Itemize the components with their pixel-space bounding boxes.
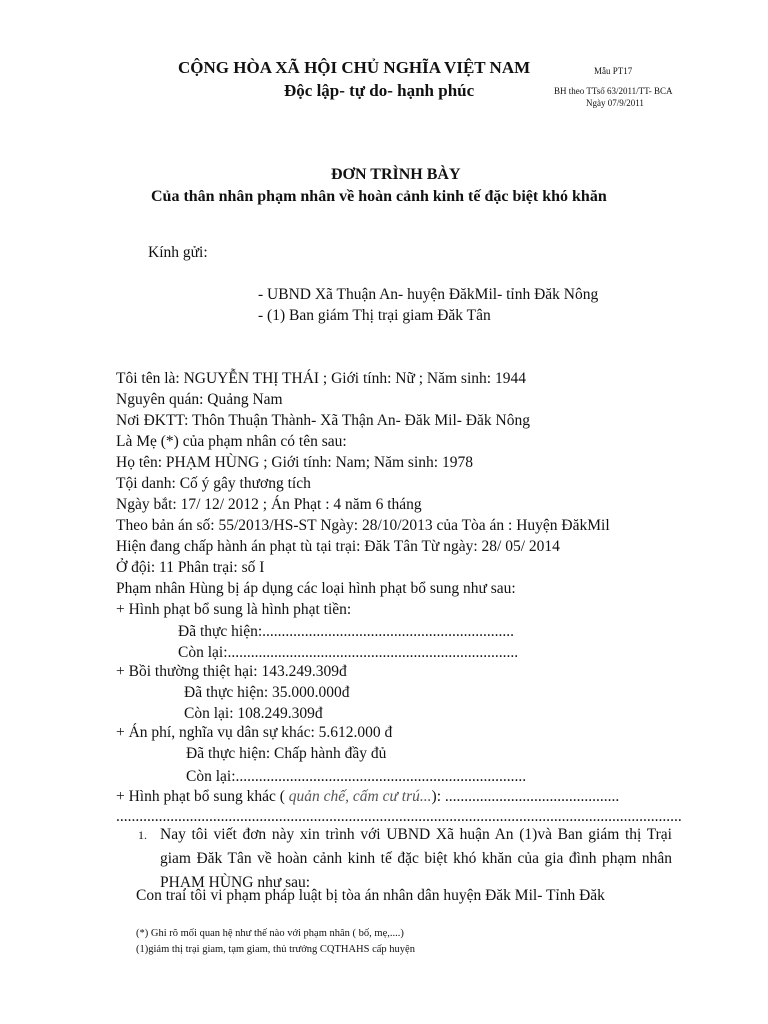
form-reference: BH theo TTsố 63/2011/TT- BCA [554,86,673,96]
relationship-line: Là Mẹ (*) của phạm nhân có tên sau: [116,433,347,450]
other-penalty-line [116,788,619,806]
compensation-done-line: Đã thực hiện: 35.000.000đ [184,684,350,701]
prisoner-name-line: Họ tên: PHẠM HÙNG ; Giới tính: Nam; Năm sinh: 1978 [116,454,473,471]
arrest-line: Ngày bắt: 17/ 12/ 2012 ; Án Phạt : 4 năm 6 tháng [116,496,422,513]
paragraph-text: Nay tôi viết đơn này xin trình với UBND Xã huận An (1)và Ban giám thị Trại giam Đăk Tân về hoàn cảnh kinh tế đặc biệt khó khăn của gia đình phạm nhân PHẠM HÙNG như sau: [160,826,672,891]
applicant-name-line: Tôi tên là: NGUYỄN THỊ THÁI ; Giới tính: Nữ ; Năm sinh: 1944 [116,370,526,387]
court-fee-remaining-line: Còn lại:........................................................................... [186,768,527,785]
motto: Độc lập- tự do- hạnh phúc [284,81,475,100]
residence-line: Nơi ĐKTT: Thôn Thuận Thành- Xã Thận An- Đăk Mil- Đăk Nông [116,412,530,429]
compensation-line: + Bồi thường thiệt hại: 143.249.309đ [116,663,347,680]
other-penalty-example: quản chế, cấm cư trú... [288,788,432,805]
verdict-line: Theo bản án số: 55/2013/HS-ST Ngày: 28/10/2013 của Tòa án : Huyện ĐăkMil [116,517,610,534]
hometown-line: Nguyên quán: Quảng Nam [116,391,283,408]
paragraph-number: 1. [138,828,147,842]
form-code: Mẫu PT17 [594,66,633,76]
fine-remaining-line: Còn lại:........................................................................... [178,644,519,661]
court-fee-line: + Án phí, nghĩa vụ dân sự khác: 5.612.000 đ [116,724,393,741]
paragraph-continuation: Con trai tôi vi phạm pháp luật bị tòa án nhân dân huyện Đăk Mil- Tỉnh Đăk [136,887,605,904]
detention-line: Hiện đang chấp hành án phạt tù tại trại: Đăk Tân Từ ngày: 28/ 05/ 2014 [116,538,560,555]
fine-penalty-line: + Hình phạt bổ sung là hình phạt tiền: [116,601,352,618]
other-penalty-dots: ): ............................................. [431,788,620,805]
form-date: Ngày 07/9/2011 [586,98,644,108]
footnote-1: (*) Ghi rõ mối quan hệ như thế nào với phạm nhân ( bố, mẹ,....) [136,928,404,939]
document-title: ĐƠN TRÌNH BÀY [331,166,461,183]
recipient-1: - UBND Xã Thuận An- huyện ĐăkMil- tỉnh Đăk Nông [258,286,599,303]
compensation-remaining-line: Còn lại: 108.249.309đ [184,705,323,722]
recipient-2: - (1) Ban giám Thị trại giam Đăk Tân [258,307,491,324]
footnote-2: (1)giám thị trại giam, tạm giam, thủ trưởng CQTHAHS cấp huyện [136,944,415,955]
fine-done-line: Đã thực hiện:................................................................. [178,623,515,640]
document-subtitle: Của thân nhân phạm nhân về hoàn cảnh kinh tế đặc biệt khó khăn [151,188,607,205]
greeting: Kính gửi: [148,244,208,261]
offense-line: Tội danh: Cố ý gây thương tích [116,475,311,492]
penalties-intro: Phạm nhân Hùng bị áp dụng các loại hình phạt bổ sung như sau: [116,580,516,597]
team-line: Ở đội: 11 Phân trại: số I [116,559,265,576]
other-penalty-label: + Hình phạt bổ sung khác ( [116,788,285,805]
court-fee-done-line: Đã thực hiện: Chấp hành đầy đủ [186,745,387,762]
dotted-separator: .................................................................................................................................................. [116,808,682,825]
nation-heading: CỘNG HÒA XÃ HỘI CHỦ NGHĨA VIỆT NAM [178,58,531,77]
